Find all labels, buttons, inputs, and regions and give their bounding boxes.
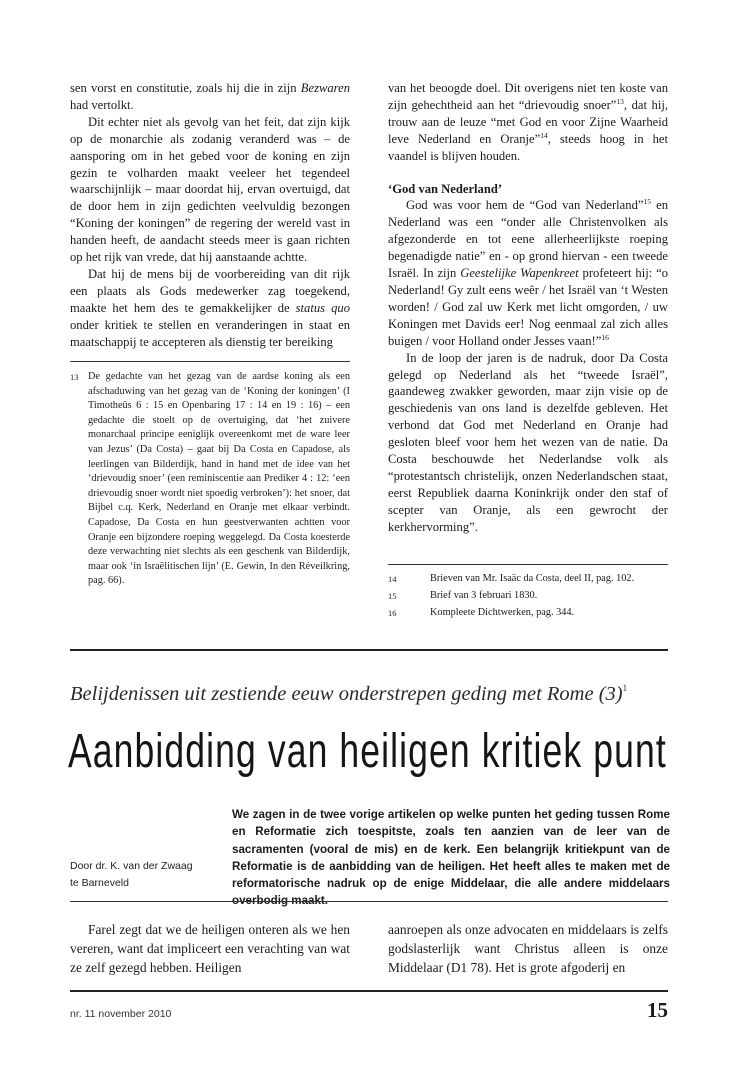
paragraph: In de loop der jaren is de nadruk, door Da Costa gelegd op Nederland als het “tweede Israël”, gaandeweg zwakker geworden, maar zijn visie op de geschiedenis van ons land is dezelfde gebleven. Het verbond dat God met Nederland en Oranje had gesloten bleef voor hem het wezen van de natie. Da Costa beschouwde het Nederlandse volk als “protestantsch christelijk, onzen Nederlandschen staat, eerst Republiek daarna Koninkrijk onder den staf of scepter van Oranje, als een gewrocht der kerkhervorming”. xyxy=(388,350,668,534)
footnote-number: 16 xyxy=(388,608,397,618)
article-kicker: Belijdenissen uit zestiende eeuw onderstrepen geding met Rome $(3)^1$ xyxy=(70,683,628,705)
right-text-column xyxy=(388,80,668,536)
paragraph: van het beoogde doel. Dit overigens niet ten koste van zijn gehechtheid aan het “drievoudig snoer”$^{13}$, dat hij, trouw aan de leuze “met God en voor Zijne Waarheid leve Nederland en Oranje”$^{14}$, steeds hoog in het vaandel is blijven houden. xyxy=(388,81,669,163)
footnote-text: Brieven van Mr. Isaäc da Costa, deel II, pag. 102. xyxy=(430,573,635,584)
footnote-text: Kompleete Dichtwerken, pag. 344. xyxy=(430,607,575,618)
section-subheading: ‘God van Nederland’ xyxy=(388,181,503,196)
paragraph: Dit echter niet als gevolg van het feit, dat zijn kijk op de monarchie als zodanig veranderd was – de aansporing om in het gebed voor de koning en zijn gezin te volharden maakt veeleer het tegendeel waarschijnlijk – maar doordat hij, ervan overtuigd, dat de door hem in zijn gedichten veelvuldig bezongen “Koning der koningen” de regering der wereld vast in handen heeft, de aandacht steeds meer is gaan richten op het rijk van vrede, dat hij aanstaande achtte. xyxy=(70,114,350,265)
lead-divider xyxy=(70,901,668,902)
paragraph: aanroepen als onze advocaten en middelaars is zelfs godslasterlijk want Christus alleen is onze Middelaar (D1 78). Het is grote afgoderij en xyxy=(388,922,668,976)
byline-location: te Barneveld xyxy=(70,877,129,889)
paragraph: Farel zegt dat we de heiligen onteren als we hen vereren, want dat impliceert een verachting van wat ze zelf gezegd hebben. Heiligen xyxy=(70,922,350,976)
footnote-text: Brief van 3 februari 1830. xyxy=(430,590,538,601)
footnote-text: De gedachte van het gezag van de aardse koning als een afschaduwing van het gezag van de ‘Koning der koningen’ (I Timotheüs 6 : 15 en Openbaring 17 : 14 en 19 : 16) – een gedachte die stoelt op de overtuiging, dat ‘het zuivere monarchaal principe eeniglijk overeenkomt met de ware leer van Jezus’ (Da Costa) – gaat bij Da Costa en Capadose, als leerlingen van Bilderdijk, hand in hand met de idee van het ‘drievoudig snoer’ (een reminiscentie aan Prediker 4 : 12: ‘een drievoudig snoer wordt niet spoedig verbroken’): het snoer, dat Bijbel c.q. Kerk, Nederland en Oranje met elkaar verbindt. Capadose, Da Costa en hun geestverwanten achtten voor Oranje een bijzondere roeping weggelegd. Da Costa koesterde deze verwachting niet slechts als een geschenk van Bilderdijk, maar ook ‘in Israëlitischen lijn’ (E. Gewin, In den Réveilkring, pag. 66). xyxy=(88,371,350,587)
article-lead: We zagen in de twee vorige artikelen op welke punten het geding tussen Rome en Reformatie zich toespitste, zoals ten aanzien van de leer van de sacramenten (vooral de mis) en de kerk. Een belangrijk kritiekpunt van de Reformatie is de aanbidding van de heiligen. Het heeft alles te maken met de reformatorische nadruk op de enige Middelaar, die alle andere middelaars overbodig maakt. xyxy=(232,808,670,908)
byline xyxy=(70,858,220,892)
article-top-rule xyxy=(70,649,668,651)
footnote-divider xyxy=(388,564,668,565)
article-body-left xyxy=(70,920,350,978)
article-headline: Aanbidding van heiligen kritiek punt xyxy=(68,725,667,778)
footnote-divider xyxy=(70,361,350,362)
paragraph: sen vorst en constitutie, zoals hij die in zijn Bezwaren had vertolkt. xyxy=(70,81,350,112)
footnote-number: 15 xyxy=(388,591,397,601)
paragraph: Dat hij de mens bij de voorbereiding van dit rijk een plaats als Gods medewerker zag toegekend, maakte het hem des te gemakkelijker de status quo onder kritiek te stellen en veranderingen in staat en maatschappij te accepteren als dienstig ter bereiking xyxy=(70,266,351,349)
footnote-number: 14 xyxy=(388,574,397,584)
byline-author: Door dr. K. van der Zwaag xyxy=(70,860,193,872)
issue-label: nr. 11 november 2010 xyxy=(70,1008,172,1020)
footnote-13 xyxy=(70,370,350,589)
footer-rule xyxy=(70,990,668,992)
page-number: 15 xyxy=(647,998,668,1022)
article-body-right xyxy=(388,920,668,978)
footnote-number: 13 xyxy=(70,372,79,382)
paragraph: God was voor hem de “God van Nederland”$^{15}$ en Nederland was een “onder alle Christenvolken als afgezonderde en tot eene allerheerlijkste roeping begenadigde natie” en - op grond hiervan - een tweede Israël. In zijn Geestelijke Wapenkreet profeteert hij: “o Nederland! Gy zult eens weêr / het Israël van ‘t Westen worden! / God zal uw Kerk met licht omgorden, / uw Koningen met Davids eer! Nog eenmaal zal zich alles buigen / voor Holland onder Jesses vaan!”$^{16}$ xyxy=(388,197,668,348)
left-text-column xyxy=(70,80,350,351)
